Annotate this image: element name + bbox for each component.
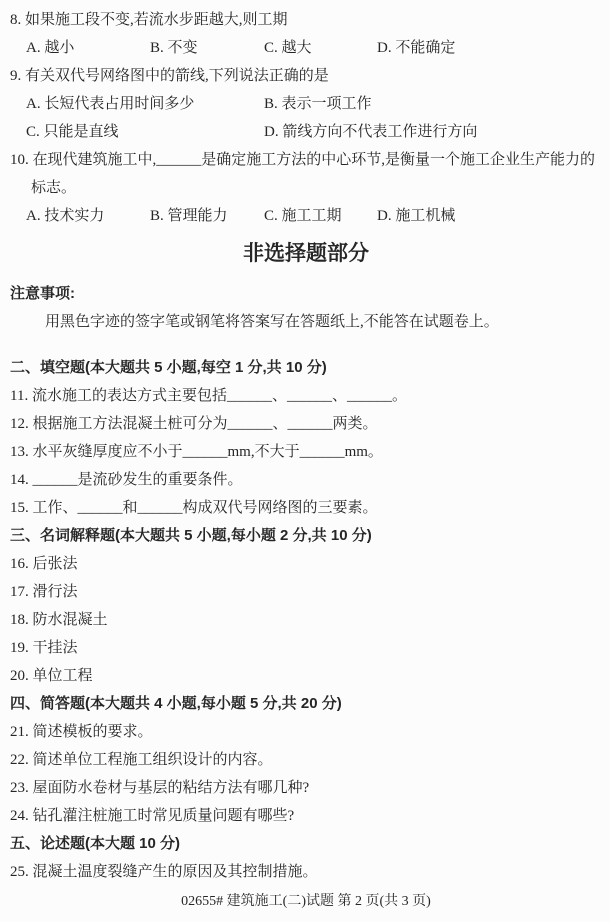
question-8-option-c: C. 越大 (264, 40, 312, 56)
question-11: 11. 流水施工的表达方式主要包括______、______、______。 (10, 388, 407, 404)
question-10-option-c: C. 施工工期 (264, 208, 342, 224)
question-14: 14. ______是流砂发生的重要条件。 (10, 472, 243, 488)
question-8-stem: 8. 如果施工段不变,若流水步距越大,则工期 (10, 12, 288, 28)
notice-text: 用黑色字迹的签字笔或钢笔将答案写在答题纸上,不能答在试题卷上。 (45, 314, 499, 330)
question-19: 19. 干挂法 (10, 640, 78, 656)
question-21: 21. 简述模板的要求。 (10, 724, 153, 740)
question-9-option-a: A. 长短代表占用时间多少 (26, 96, 195, 112)
section-title-short-answer: 四、简答题(本大题共 4 小题,每小题 5 分,共 20 分) (10, 695, 342, 712)
section-title-essay: 五、论述题(本大题 10 分) (10, 835, 181, 852)
notice-title: 注意事项: (10, 285, 75, 302)
question-10-option-b: B. 管理能力 (150, 208, 228, 224)
page-footer: 02655# 建筑施工(二)试题 第 2 页(共 3 页) (181, 894, 431, 909)
section-title-fill-blank: 二、填空题(本大题共 5 小题,每空 1 分,共 10 分) (10, 359, 327, 376)
question-10-stem-line-2: 标志。 (31, 180, 77, 196)
question-9-options-row-2 (10, 118, 602, 146)
question-9-options-row-1 (10, 90, 602, 118)
question-8-option-d: D. 不能确定 (377, 40, 456, 56)
question-22: 22. 简述单位工程施工组织设计的内容。 (10, 752, 273, 768)
question-10-option-d: D. 施工机械 (377, 208, 456, 224)
question-16: 16. 后张法 (10, 556, 78, 572)
question-8-option-b: B. 不变 (150, 40, 198, 56)
question-10-option-a: A. 技术实力 (26, 208, 105, 224)
question-10-stem-line-1: 10. 在现代建筑施工中,______是确定施工方法的中心环节,是衡量一个施工企业生产能力的 (10, 152, 596, 168)
question-18: 18. 防水混凝土 (10, 612, 108, 628)
question-10-options (10, 202, 602, 230)
question-23: 23. 屋面防水卷材与基层的粘结方法有哪几种? (10, 780, 310, 796)
section-title-terms: 三、名词解释题(本大题共 5 小题,每小题 2 分,共 10 分) (10, 527, 372, 544)
non-choice-section-header: 非选择题部分 (243, 242, 369, 265)
question-8-option-a: A. 越小 (26, 40, 75, 56)
question-13: 13. 水平灰缝厚度应不小于______mm,不大于______mm。 (10, 444, 383, 460)
question-9-stem: 9. 有关双代号网络图中的箭线,下列说法正确的是 (10, 68, 329, 84)
question-12: 12. 根据施工方法混凝土桩可分为______、______两类。 (10, 416, 378, 432)
question-17: 17. 滑行法 (10, 584, 78, 600)
question-15: 15. 工作、______和______构成双代号网络图的三要素。 (10, 500, 378, 516)
question-20: 20. 单位工程 (10, 668, 93, 684)
question-25: 25. 混凝土温度裂缝产生的原因及其控制措施。 (10, 864, 318, 880)
question-9-option-b: B. 表示一项工作 (264, 96, 372, 112)
question-24: 24. 钻孔灌注桩施工时常见质量问题有哪些? (10, 808, 295, 824)
question-9-option-d: D. 箭线方向不代表工作进行方向 (264, 124, 478, 140)
question-8-options (10, 34, 602, 62)
question-9-option-c: C. 只能是直线 (26, 124, 119, 140)
